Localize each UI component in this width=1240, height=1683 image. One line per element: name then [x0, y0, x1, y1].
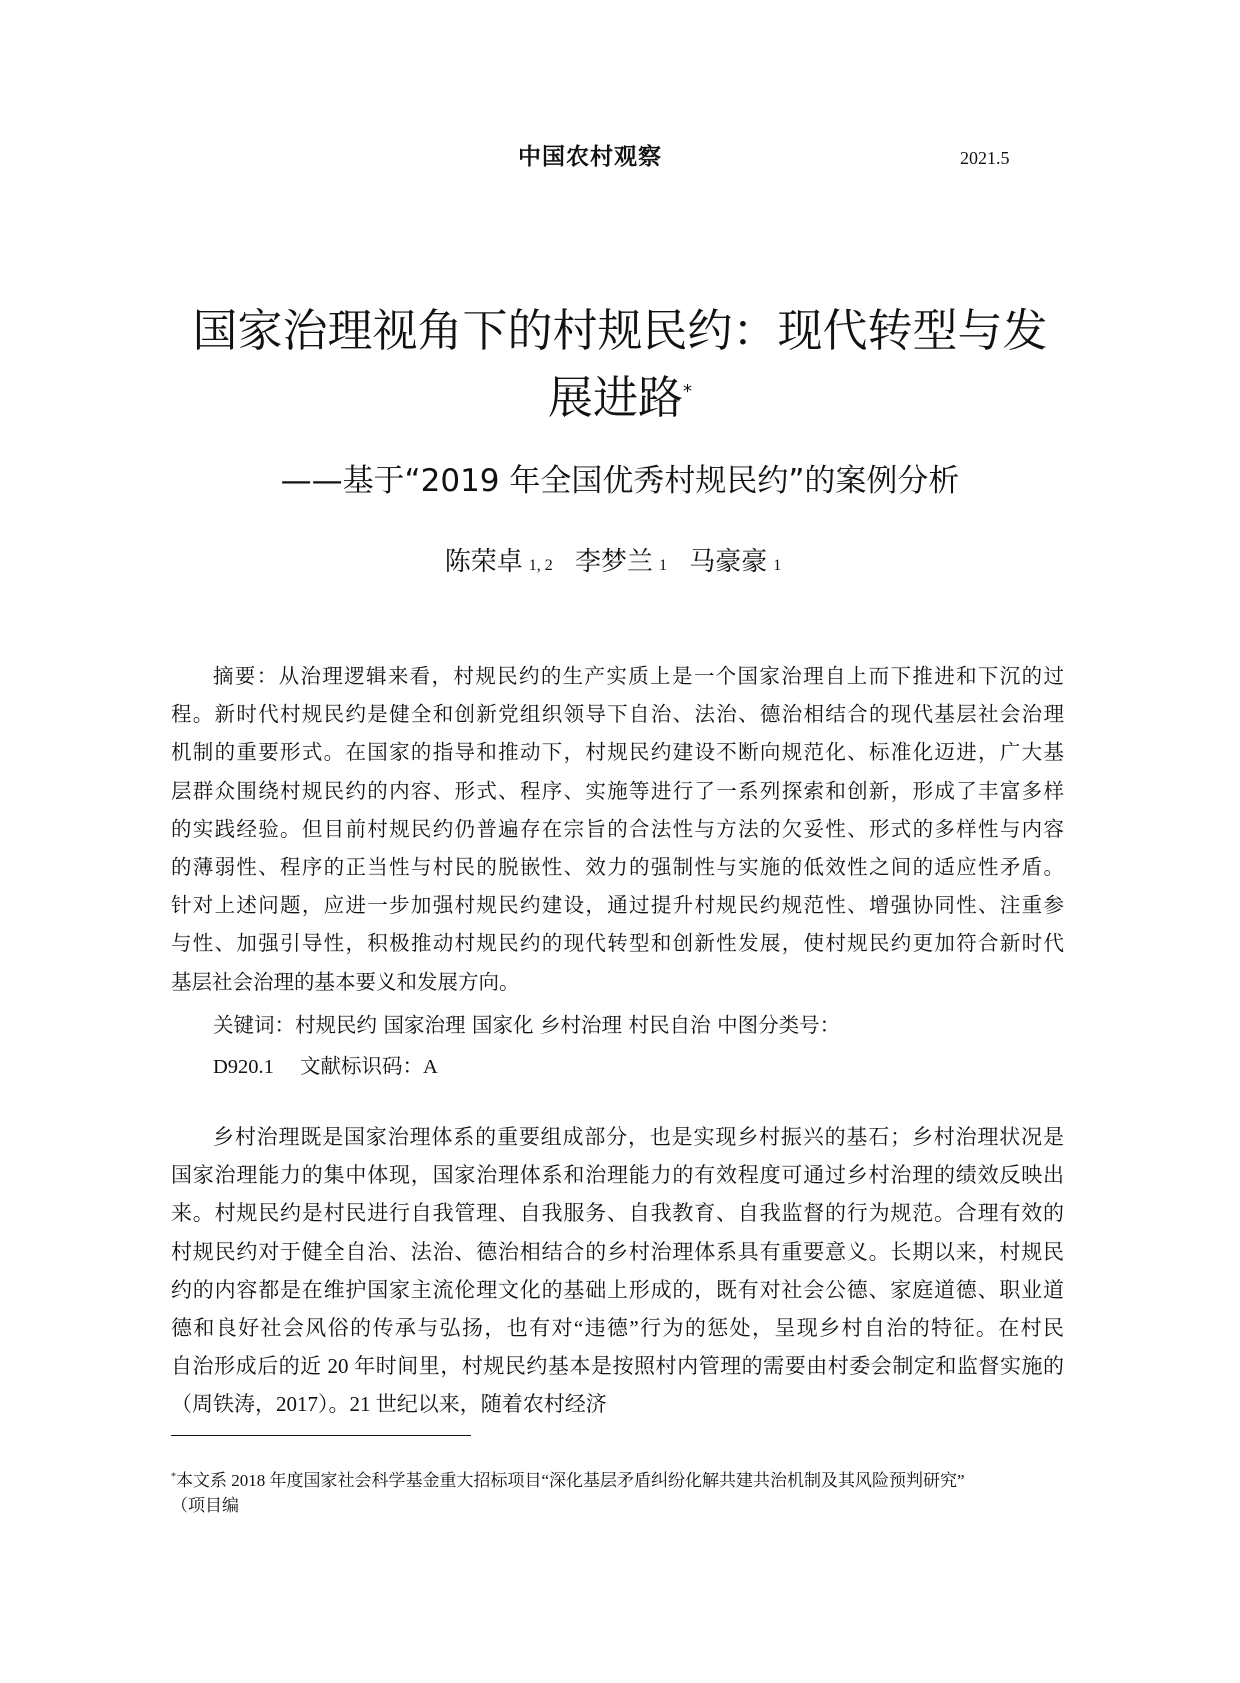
title-text: 展进路 [547, 371, 683, 424]
footnote-line-1 [171, 1466, 965, 1491]
abstract-line: 针对上述问题，应进一步加强村规民约建设，通过提升村规民约规范性、增强协同性、注重参 [171, 893, 1064, 918]
body-line: 国家治理能力的集中体现，国家治理体系和治理能力的有效程度可通过乡村治理的绩效反映出 [171, 1163, 1064, 1188]
clc-code: D920.1 [213, 1056, 274, 1078]
body-line: 约的内容都是在维护国家主流伦理文化的基础上形成的，既有对社会公德、家庭道德、职业道 [171, 1277, 1064, 1302]
journal-logo: 中国农村观察 [518, 144, 662, 170]
abstract-line: 层群众围绕村规民约的内容、形式、程序、实施等进行了一系列探索和创新，形成了丰富多样 [171, 778, 1064, 803]
author-affiliation: 1 [773, 557, 782, 574]
footnote-text: 本文系 2018 年度国家社会科学基金重大招标项目“深化基层矛盾纠纷化解共建共治机制及其风险预判研究” [176, 1471, 965, 1490]
body-line: 村规民约对于健全自治、法治、德治相结合的乡村治理体系具有重要意义。长期以来，村规民 [171, 1239, 1064, 1264]
article-subtitle: ——基于“2019 年全国优秀村规民约”的案例分析 [280, 463, 960, 499]
abstract [171, 657, 1064, 1001]
author-affiliation: 1 [659, 557, 667, 574]
author-name: 马豪豪 [689, 547, 768, 577]
body-line: 自治形成后的近 20 年时间里，村规民约基本是按照村内管理的需要由村委会制定和监督实施的 [171, 1354, 1064, 1379]
article-title-line-1: 国家治理视角下的村规民约：现代转型与发 [192, 304, 1048, 357]
doc-code-label: 文献标识码： [300, 1054, 424, 1078]
body-line: （周铁涛，2017）。21 世纪以来，随着农村经济 [171, 1392, 607, 1417]
doc-code: A [423, 1056, 438, 1078]
author-list [0, 541, 1240, 578]
issue-number: 2021.5 [960, 148, 1010, 168]
author-name: 陈荣卓 [444, 547, 523, 577]
footnote-mark: * [171, 1471, 176, 1483]
footnote-line-2: （项目编 [171, 1496, 239, 1515]
keywords: 关键词：村规民约 国家治理 国家化 乡村治理 村民自治 中图分类号： [213, 1013, 841, 1037]
body-line: 乡村治理既是国家治理体系的重要组成部分，也是实现乡村振兴的基石；乡村治理状况是 [213, 1125, 1064, 1149]
article-title-line-2 [0, 365, 1240, 431]
author-name: 李梦兰 [574, 547, 653, 577]
abstract-line: 与性、加强引导性，积极推动村规民约的现代转型和创新性发展，使村规民约更加符合新时代 [171, 931, 1064, 956]
abstract-line: 程。新时代村规民约是健全和创新党组织领导下自治、法治、德治相结合的现代基层社会治理 [171, 702, 1064, 727]
abstract-line: 摘要：从治理逻辑来看，村规民约的生产实质上是一个国家治理自上而下推进和下沉的过 [213, 664, 1064, 688]
body-line: 德和良好社会风俗的传承与弘扬，也有对“违德”行为的惩处，呈现乡村自治的特征。在村民 [171, 1315, 1064, 1340]
author-affiliation: 1, 2 [528, 557, 553, 574]
abstract-line: 机制的重要形式。在国家的指导和推动下，村规民约建设不断向规范化、标准化迈进，广大基 [171, 740, 1064, 765]
body-line: 来。村规民约是村民进行自我管理、自我服务、自我教育、自我监督的行为规范。合理有效的 [171, 1201, 1064, 1226]
abstract-line: 的实践经验。但目前村规民约仍普遍存在宗旨的合法性与方法的欠妥性、形式的多样性与内容 [171, 816, 1064, 841]
classification-codes [213, 1049, 438, 1079]
body-paragraph [171, 1118, 1064, 1424]
abstract-line: 的薄弱性、程序的正当性与村民的脱嵌性、效力的强制性与实施的低效性之间的适应性矛盾。 [171, 854, 1064, 879]
footnote-divider [171, 1435, 471, 1436]
title-footnote-mark: * [683, 381, 692, 402]
abstract-line: 基层社会治理的基本要义和发展方向。 [171, 969, 520, 994]
